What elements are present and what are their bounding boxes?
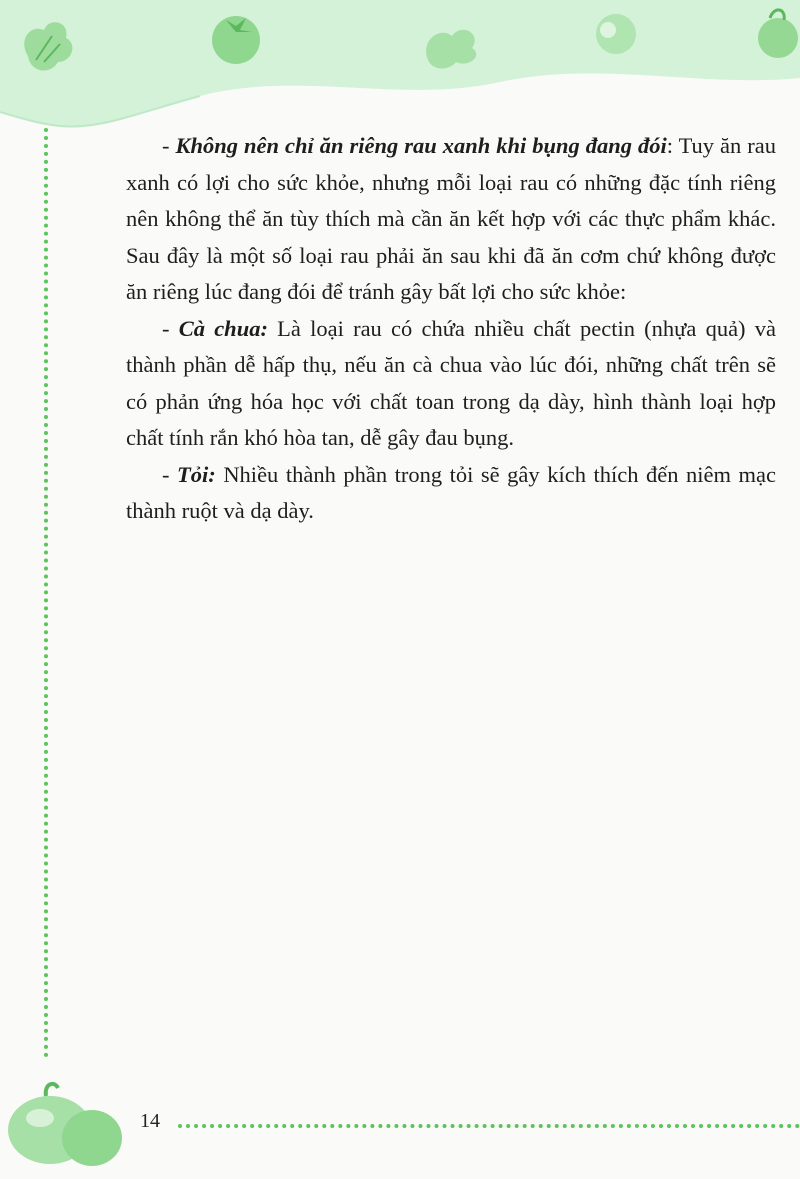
paragraph-body: Nhiều thành phần trong tỏi sẽ gây kích thích đến niêm mạc thành ruột và dạ dày.: [126, 461, 776, 523]
cabbage-icon: [596, 14, 636, 54]
paragraph-garlic: - Tỏi: Nhiều thành phần trong tỏi sẽ gây kích thích đến niêm mạc thành ruột và dạ dày.: [126, 461, 776, 523]
heading-tomato: Cà chua:: [178, 315, 268, 341]
main-text: [126, 128, 776, 530]
bell-pepper-icon: [0, 1060, 140, 1179]
paragraph-empty-stomach: - Không nên chỉ ăn riêng rau xanh khi bụng đang đói: Tuy ăn rau xanh có lợi cho sức khỏe, nhưng mỗi loại rau có những đặc tính riêng nên không thể ăn tùy thích mà cần ăn kết hợp với các thực phẩm khác. Sau đây là một số loại rau phải ăn sau khi đã ăn cơm chứ không được ăn riêng lúc đang đói để tránh gây bất lợi cho sức khỏe:: [126, 133, 776, 304]
left-dotted-border: [44, 128, 48, 1058]
heading-empty-stomach: Không nên chỉ ăn riêng rau xanh khi bụng đang đói: [175, 133, 667, 158]
paragraph-tomato: - Cà chua: Là loại rau có chứa nhiều chất pectin (nhựa quả) và thành phần dễ hấp thụ, nếu ăn cà chua vào lúc đói, những chất trên sẽ có phản ứng hóa học với chất toan trong dạ dày, hình thành loại hợp chất tính rắn khó hòa tan, dễ gây đau bụng.: [126, 315, 777, 450]
paragraph-body: Là loại rau có chứa nhiều chất pectin (nhựa quả) và thành phần dễ hấp thụ, nếu ăn cà chua vào lúc đói, những chất trên sẽ có phản ứng hóa học với chất toan trong dạ dày, hình thành loại hợp chất tính rắn khó hòa tan, dễ gây đau bụng.: [126, 315, 777, 450]
heading-garlic: Tỏi:: [177, 461, 216, 487]
bottom-dotted-rule: [178, 1124, 800, 1128]
tomato-icon: [212, 16, 260, 64]
header-decorative-band: [0, 0, 800, 140]
paragraph-body: Tuy ăn rau xanh có lợi cho sức khỏe, nhưng mỗi loại rau có những đặc tính riêng nên không thể ăn tùy thích mà cần ăn kết hợp với các thực phẩm khác. Sau đây là một số loại rau phải ăn sau khi đã ăn cơm chứ không được ăn riêng lúc đang đói để tránh gây bất lợi cho sức khỏe:: [126, 133, 776, 304]
page-number: 14: [140, 1110, 160, 1132]
